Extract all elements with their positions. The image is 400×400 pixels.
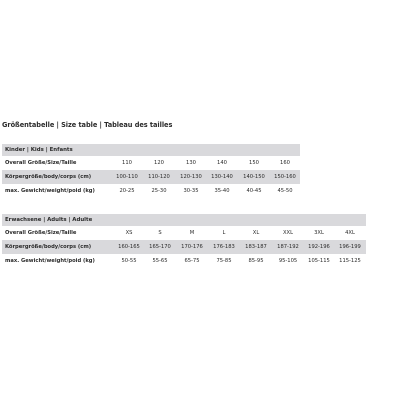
table-cell: 3XL	[314, 230, 324, 236]
kids-size-table	[2, 144, 366, 198]
table-row	[2, 254, 366, 268]
row-label: Overall Größe/Size/Taille	[5, 230, 77, 236]
table-cell: XXL	[283, 230, 293, 236]
table-cell: 110-120	[148, 174, 170, 180]
table-row	[2, 156, 300, 170]
table-cell: 40-45	[246, 188, 262, 194]
table-cell: 140-150	[243, 174, 265, 180]
row-label: Körpergröße/body/corps (cm)	[5, 174, 92, 180]
table-cell: 105-115	[308, 258, 330, 264]
kids-table-heading	[2, 144, 300, 156]
table-cell: 20-25	[119, 188, 135, 194]
table-cell: 95-105	[278, 258, 298, 264]
table-cell: 120	[154, 160, 164, 166]
table-cell: 75-85	[216, 258, 232, 264]
table-cell: 176-183	[213, 244, 235, 250]
table-cell: 150-160	[274, 174, 296, 180]
table-cell: 50-55	[121, 258, 137, 264]
table-cell: 30-35	[183, 188, 199, 194]
table-cell: 4XL	[345, 230, 355, 236]
table-cell: 150	[249, 160, 259, 166]
table-row	[2, 226, 366, 240]
table-cell: 25-30	[151, 188, 167, 194]
table-cell: 55-65	[152, 258, 168, 264]
table-cell: 45-50	[277, 188, 293, 194]
table-cell: 170-176	[181, 244, 203, 250]
table-cell: 65-75	[184, 258, 200, 264]
table-cell: 85-95	[248, 258, 264, 264]
table-cell: 120-130	[180, 174, 202, 180]
kids-heading-label: Kinder | Kids | Enfants	[5, 147, 73, 153]
table-row	[2, 184, 300, 198]
table-cell: 115-125	[339, 258, 361, 264]
table-cell: M	[189, 230, 195, 236]
table-cell: 187-192	[277, 244, 299, 250]
table-cell: 192-196	[308, 244, 330, 250]
row-label: Körpergröße/body/corps (cm)	[5, 244, 92, 250]
table-cell: XS	[125, 230, 133, 236]
table-cell: XL	[252, 230, 260, 236]
table-cell: 160	[280, 160, 290, 166]
row-label: max. Gewicht/weight/poid (kg)	[5, 188, 95, 194]
table-row	[2, 170, 300, 184]
adults-table-heading	[2, 214, 366, 226]
table-cell: 196-199	[339, 244, 361, 250]
table-cell: 183-187	[245, 244, 267, 250]
table-cell: 165-170	[149, 244, 171, 250]
row-label: Overall Größe/Size/Taille	[5, 160, 77, 166]
table-cell: S	[158, 230, 162, 236]
adults-size-table	[2, 214, 366, 268]
table-cell: 110	[122, 160, 132, 166]
table-cell: 140	[217, 160, 227, 166]
table-cell: L	[222, 230, 226, 236]
table-cell: 100-110	[116, 174, 138, 180]
table-row	[2, 240, 366, 254]
row-label: max. Gewicht/weight/poid (kg)	[5, 258, 95, 264]
adults-heading-label: Erwachsene | Adults | Adulte	[5, 217, 93, 223]
table-cell: 130	[186, 160, 196, 166]
table-cell: 160-165	[118, 244, 140, 250]
table-cell: 130-140	[211, 174, 233, 180]
table-cell: 35-40	[214, 188, 230, 194]
page-title: Größentabelle | Size table | Tableau des tailles	[2, 121, 173, 129]
